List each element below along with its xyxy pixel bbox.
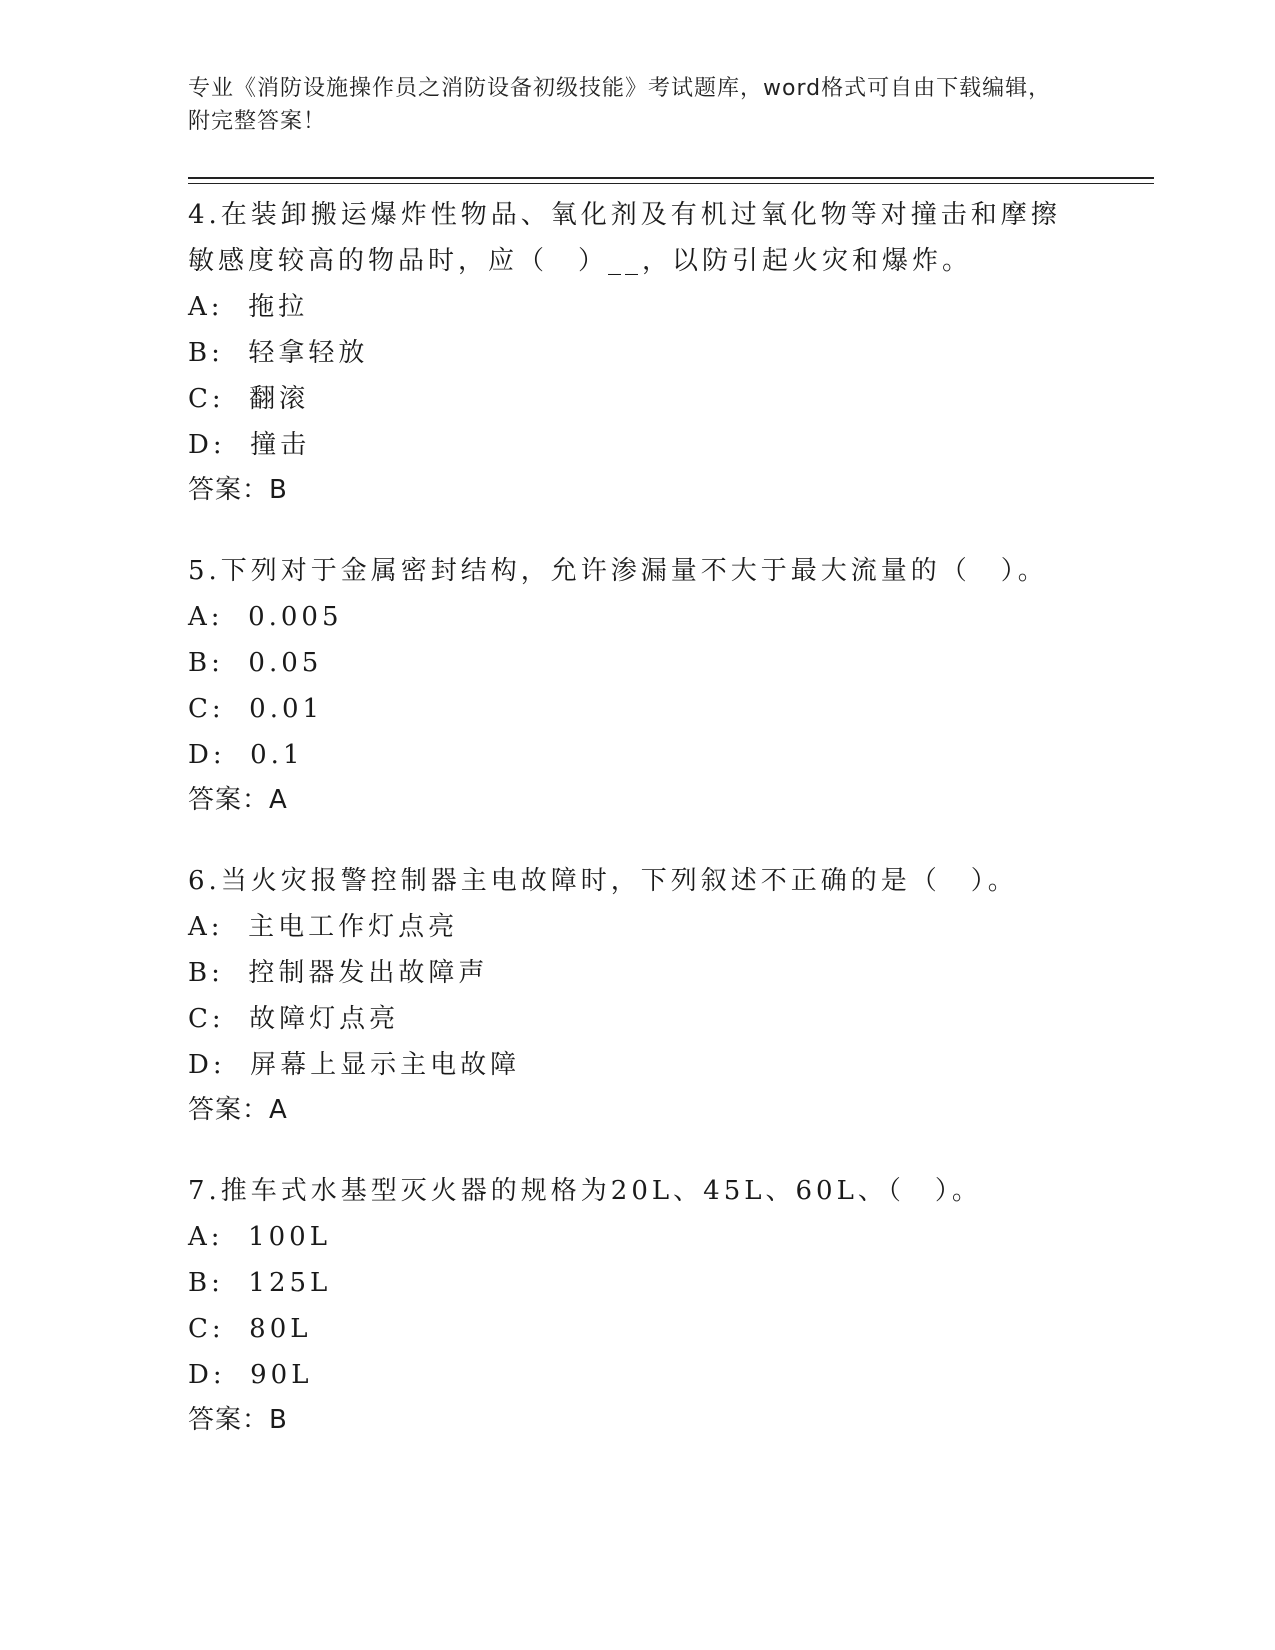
option-c: C: 0.01 [188,694,324,724]
question-stem: 7.推车式水基型灭火器的规格为20L、45L、60L、（ ）。 [188,1176,982,1206]
header-divider-thick [188,177,1154,179]
option-a: A: 拖拉 [188,292,309,322]
answer: 答案：B [188,475,288,505]
option-c: C: 翻滚 [188,384,310,414]
option-d: D: 屏幕上显示主电故障 [188,1050,521,1080]
document-header: 专业《消防设施操作员之消防设备初级技能》考试题库，word格式可自由下载编辑，附完整答案！ [188,76,1052,134]
option-b: B: 125L [188,1268,332,1298]
option-c: C: 80L [188,1314,312,1344]
answer: 答案：A [188,785,288,815]
option-b: B: 控制器发出故障声 [188,958,489,988]
question-6 [188,854,1078,1132]
question-stem: 5.下列对于金属密封结构，允许渗漏量不大于最大流量的（ ）。 [188,556,1048,586]
option-b: B: 轻拿轻放 [188,338,369,368]
answer: 答案：B [188,1405,288,1435]
header-divider-thin [188,183,1154,184]
question-list [188,188,1078,1474]
option-a: A: 0.005 [188,602,343,632]
option-a: A: 100L [188,1222,331,1252]
option-d: D: 撞击 [188,430,311,460]
option-c: C: 故障灯点亮 [188,1004,400,1034]
option-d: D: 0.1 [188,740,304,770]
option-b: B: 0.05 [188,648,323,678]
question-5 [188,544,1078,822]
answer: 答案：A [188,1095,288,1125]
question-stem: 4.在装卸搬运爆炸性物品、氧化剂及有机过氧化物等对撞击和摩擦敏感度较高的物品时，应（ ）__，以防引起火灾和爆炸。 [188,200,1061,276]
question-stem: 6.当火灾报警控制器主电故障时，下列叙述不正确的是（ ）。 [188,866,1018,896]
option-d: D: 90L [188,1360,313,1390]
question-7 [188,1164,1078,1442]
option-a: A: 主电工作灯点亮 [188,912,459,942]
question-4 [188,188,1078,512]
